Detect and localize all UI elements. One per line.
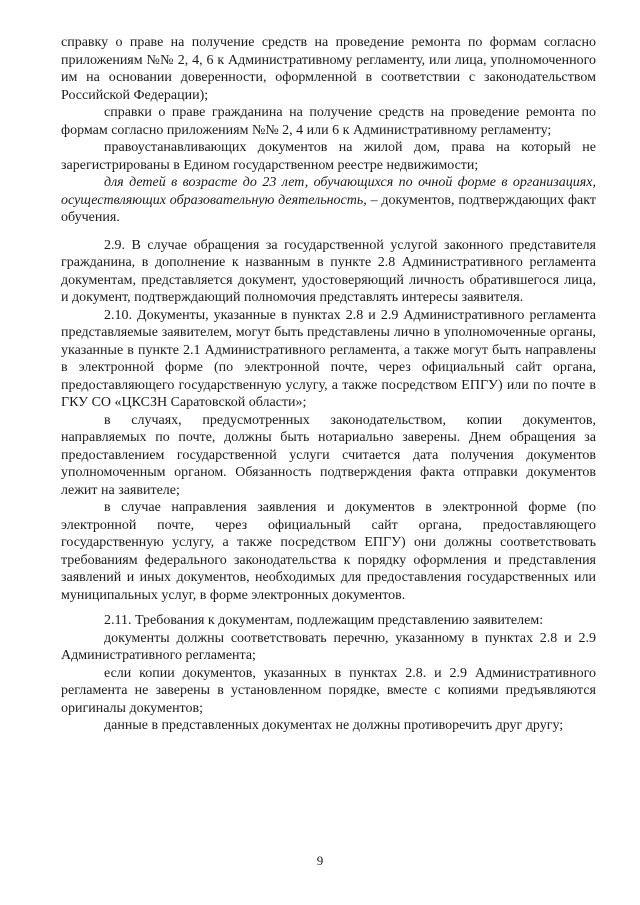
- italic-children-clause: для детей в возрасте до 23 лет, обучающихся по очной форме в организациях, осуществляющих образовательную деятельность,: [61, 175, 596, 208]
- paragraph-title-documents: правоустанавливающих документов на жилой дом, права на который не зарегистрированы в Едином государственном реестре недвижимости;: [61, 140, 596, 173]
- paragraph-documents-match-list: документы должны соответствовать перечню, указанному в пунктах 2.8 и 2.9 Административного регламента;: [61, 630, 596, 663]
- document-body: [61, 34, 596, 735]
- paragraph-2-9: 2.9. В случае обращения за государственной услугой законного представителя гражданина, в дополнение к названным в пункте 2.8 Административного регламента документам, представляется документ, удостоверяющий личность обратившегося лица, и документ, подтверждающий полномочия представлять интересы заявителя.: [61, 237, 596, 305]
- page-number: 9: [316, 853, 324, 868]
- paragraph-certificate-right-to-funds: справку о праве на получение средств на проведение ремонта по формам согласно приложениям №№ 2, 4, 6 к Административному регламенту, или лица, уполномоченного им на основании доверенности, оформленной в соответствии с законодательством Российской Федерации);: [61, 35, 596, 103]
- paragraph-2-11: 2.11. Требования к документам, подлежащим представлению заявителем:: [104, 613, 544, 628]
- paragraph-copies-originals: если копии документов, указанных в пунктах 2.8. и 2.9 Административного регламента не заверены в установленном порядке, вместе с копиями предъявляются оригиналы документов;: [61, 665, 596, 716]
- paragraph-2-10: 2.10. Документы, указанные в пунктах 2.8 и 2.9 Административного регламента представляемые заявителем, могут быть представлены лично в уполномоченные органы, указанные в пункте 2.1 Административного регламента, а также могут быть направлены в электронной форме (по электронной почте, через официальный сайт органа, предоставляющего государственную услугу, а также посредством ЕПГУ) или по почте в ГКУ СО «ЦКСЗН Саратовской области»;: [61, 307, 596, 410]
- paragraph-postal-copies: в случаях, предусмотренных законодательством, копии документов, направляемых по почте, должны быть нотариально заверены. Днем обращения за предоставлением государственной услуги считается дата получения документов уполномоченным органом. Обязанность подтверждения факта отправки документов лежит на заявителе;: [61, 412, 596, 498]
- children-clause-rest: – документов, подтверждающих факт обучения.: [61, 192, 596, 225]
- paragraph-certificate-citizen-right: справки о праве гражданина на получение средств на проведение ремонта по формам согласно приложениям №№ 2, 4 или 6 к Административному регламенту;: [61, 105, 596, 138]
- paragraph-no-contradiction: данные в представленных документах не должны противоречить друг другу;: [104, 718, 564, 733]
- paragraph-children-education: [61, 174, 596, 227]
- paragraph-electronic-submission: в случае направления заявления и документов в электронной форме (по электронной почте, через официальный сайт органа, предоставляющего государственную услугу, а также посредством ЕПГУ) они должны соответствовать требованиям федерального законодательства к порядку оформления и представления заявлений и иных документов, необходимых для предоставления государственных или муниципальных услуг, в форме электронных документов.: [61, 500, 596, 603]
